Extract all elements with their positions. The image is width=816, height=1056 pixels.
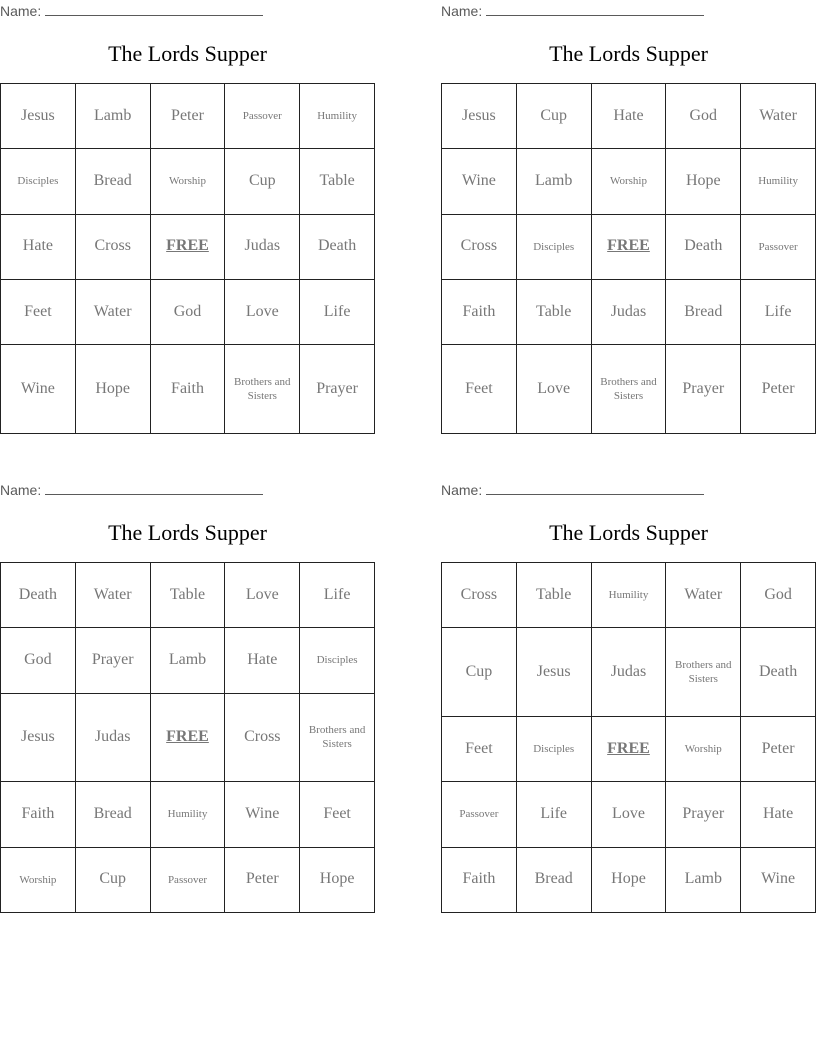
bingo-cell: Jesus: [1, 84, 76, 149]
bingo-cell: Judas: [75, 693, 150, 782]
bingo-cell: Water: [75, 279, 150, 344]
bingo-cell: Brothers and Sisters: [591, 345, 666, 434]
grid-row: [1, 782, 375, 847]
grid-row: [1, 84, 375, 149]
free-space-cell: FREE: [150, 693, 225, 782]
bingo-cell: Worship: [666, 717, 741, 782]
bingo-cell: Worship: [150, 149, 225, 214]
bingo-cell: Hope: [75, 345, 150, 434]
bingo-cell: Wine: [225, 782, 300, 847]
grid-row: [1, 279, 375, 344]
bingo-cell: Love: [516, 345, 591, 434]
bingo-cell: Disciples: [300, 628, 375, 693]
card-title: The Lords Supper: [549, 520, 708, 545]
bingo-cell: Death: [666, 214, 741, 279]
bingo-cell: Peter: [741, 345, 816, 434]
bingo-cell: Faith: [442, 279, 517, 344]
bingo-cell: Life: [300, 279, 375, 344]
bingo-cell: Peter: [741, 717, 816, 782]
bingo-cell: Life: [741, 279, 816, 344]
card-title: The Lords Supper: [108, 520, 267, 545]
name-field: [0, 0, 263, 22]
bingo-cell: Table: [516, 563, 591, 628]
name-blank-line: [45, 479, 263, 495]
bingo-cell: Wine: [741, 847, 816, 912]
bingo-cell: Love: [591, 782, 666, 847]
bingo-cell: Brothers and Sisters: [300, 693, 375, 782]
bingo-cell: Hope: [591, 847, 666, 912]
grid-row: [1, 693, 375, 782]
bingo-cell: Brothers and Sisters: [225, 345, 300, 434]
bingo-cell: Feet: [442, 345, 517, 434]
bingo-cell: Disciples: [516, 214, 591, 279]
name-field: [441, 479, 704, 501]
bingo-cell: Prayer: [666, 345, 741, 434]
bingo-cell: Wine: [442, 149, 517, 214]
free-space-cell: FREE: [591, 214, 666, 279]
bingo-cell: God: [150, 279, 225, 344]
bingo-cell: Life: [516, 782, 591, 847]
bingo-cell: Passover: [442, 782, 517, 847]
bingo-cell: Table: [150, 563, 225, 628]
bingo-grid: [441, 562, 816, 913]
grid-row: [1, 563, 375, 628]
bingo-cell: Table: [300, 149, 375, 214]
grid-row: [442, 563, 816, 628]
grid-row: [1, 847, 375, 912]
name-field: [441, 0, 704, 22]
name-label: Name:: [441, 3, 483, 19]
bingo-cell: Table: [516, 279, 591, 344]
bingo-cell: Worship: [1, 847, 76, 912]
bingo-cell: Humility: [741, 149, 816, 214]
bingo-cell: Cup: [225, 149, 300, 214]
bingo-cell: Jesus: [1, 693, 76, 782]
bingo-cell: Death: [1, 563, 76, 628]
bingo-grid: [0, 83, 375, 434]
grid-row: [442, 214, 816, 279]
bingo-cell: Water: [666, 563, 741, 628]
grid-row: [442, 149, 816, 214]
name-blank-line: [486, 479, 704, 495]
bingo-cell: God: [666, 84, 741, 149]
bingo-cell: God: [1, 628, 76, 693]
bingo-cell: Brothers and Sisters: [666, 628, 741, 717]
bingo-cell: Water: [75, 563, 150, 628]
bingo-cell: Lamb: [516, 149, 591, 214]
grid-row: [442, 279, 816, 344]
bingo-cell: Humility: [591, 563, 666, 628]
name-label: Name:: [441, 482, 483, 498]
name-blank-line: [45, 0, 263, 16]
free-space-cell: FREE: [591, 717, 666, 782]
bingo-cell: Cross: [442, 214, 517, 279]
bingo-cell: Faith: [442, 847, 517, 912]
grid-row: [1, 214, 375, 279]
grid-row: [1, 149, 375, 214]
name-label: Name:: [0, 3, 42, 19]
bingo-cell: Hate: [1, 214, 76, 279]
bingo-cell: Bread: [75, 782, 150, 847]
bingo-cell: Prayer: [666, 782, 741, 847]
bingo-cell: Love: [225, 279, 300, 344]
grid-row: [442, 782, 816, 847]
bingo-cell: Water: [741, 84, 816, 149]
bingo-cell: God: [741, 563, 816, 628]
bingo-cell: Passover: [741, 214, 816, 279]
bingo-cell: Peter: [150, 84, 225, 149]
bingo-cell: Death: [741, 628, 816, 717]
bingo-cell: Lamb: [666, 847, 741, 912]
bingo-cell: Judas: [591, 628, 666, 717]
bingo-cell: Judas: [591, 279, 666, 344]
name-blank-line: [486, 0, 704, 16]
bingo-cell: Cup: [516, 84, 591, 149]
bingo-cell: Prayer: [75, 628, 150, 693]
bingo-cell: Life: [300, 563, 375, 628]
bingo-cell: Humility: [150, 782, 225, 847]
bingo-cell: Hate: [591, 84, 666, 149]
grid-row: [1, 628, 375, 693]
grid-row: [442, 84, 816, 149]
bingo-cell: Hope: [666, 149, 741, 214]
bingo-cell: Feet: [1, 279, 76, 344]
bingo-cell: Faith: [150, 345, 225, 434]
bingo-cell: Feet: [300, 782, 375, 847]
grid-row: [1, 345, 375, 434]
bingo-cell: Jesus: [516, 628, 591, 717]
grid-row: [442, 847, 816, 912]
card-title: The Lords Supper: [549, 41, 708, 66]
bingo-cell: Bread: [666, 279, 741, 344]
bingo-grid: [0, 562, 375, 913]
bingo-cell: Prayer: [300, 345, 375, 434]
grid-row: [442, 628, 816, 717]
name-field: [0, 479, 263, 501]
bingo-cell: Cup: [75, 847, 150, 912]
bingo-cell: Cross: [225, 693, 300, 782]
bingo-cell: Jesus: [442, 84, 517, 149]
bingo-cell: Love: [225, 563, 300, 628]
bingo-cell: Faith: [1, 782, 76, 847]
bingo-cell: Disciples: [1, 149, 76, 214]
grid-row: [442, 717, 816, 782]
bingo-cell: Feet: [442, 717, 517, 782]
bingo-cell: Hate: [225, 628, 300, 693]
bingo-grid: [441, 83, 816, 434]
bingo-cell: Lamb: [150, 628, 225, 693]
bingo-cell: Humility: [300, 84, 375, 149]
bingo-cell: Worship: [591, 149, 666, 214]
bingo-cell: Passover: [225, 84, 300, 149]
bingo-cell: Hope: [300, 847, 375, 912]
bingo-cell: Passover: [150, 847, 225, 912]
bingo-cell: Hate: [741, 782, 816, 847]
bingo-cell: Death: [300, 214, 375, 279]
bingo-cell: Judas: [225, 214, 300, 279]
bingo-cell: Bread: [75, 149, 150, 214]
grid-row: [442, 345, 816, 434]
bingo-cell: Bread: [516, 847, 591, 912]
bingo-cell: Cross: [442, 563, 517, 628]
free-space-cell: FREE: [150, 214, 225, 279]
bingo-cell: Disciples: [516, 717, 591, 782]
bingo-cell: Lamb: [75, 84, 150, 149]
card-title: The Lords Supper: [108, 41, 267, 66]
bingo-cell: Peter: [225, 847, 300, 912]
bingo-cell: Cup: [442, 628, 517, 717]
bingo-cell: Cross: [75, 214, 150, 279]
name-label: Name:: [0, 482, 42, 498]
bingo-cell: Wine: [1, 345, 76, 434]
